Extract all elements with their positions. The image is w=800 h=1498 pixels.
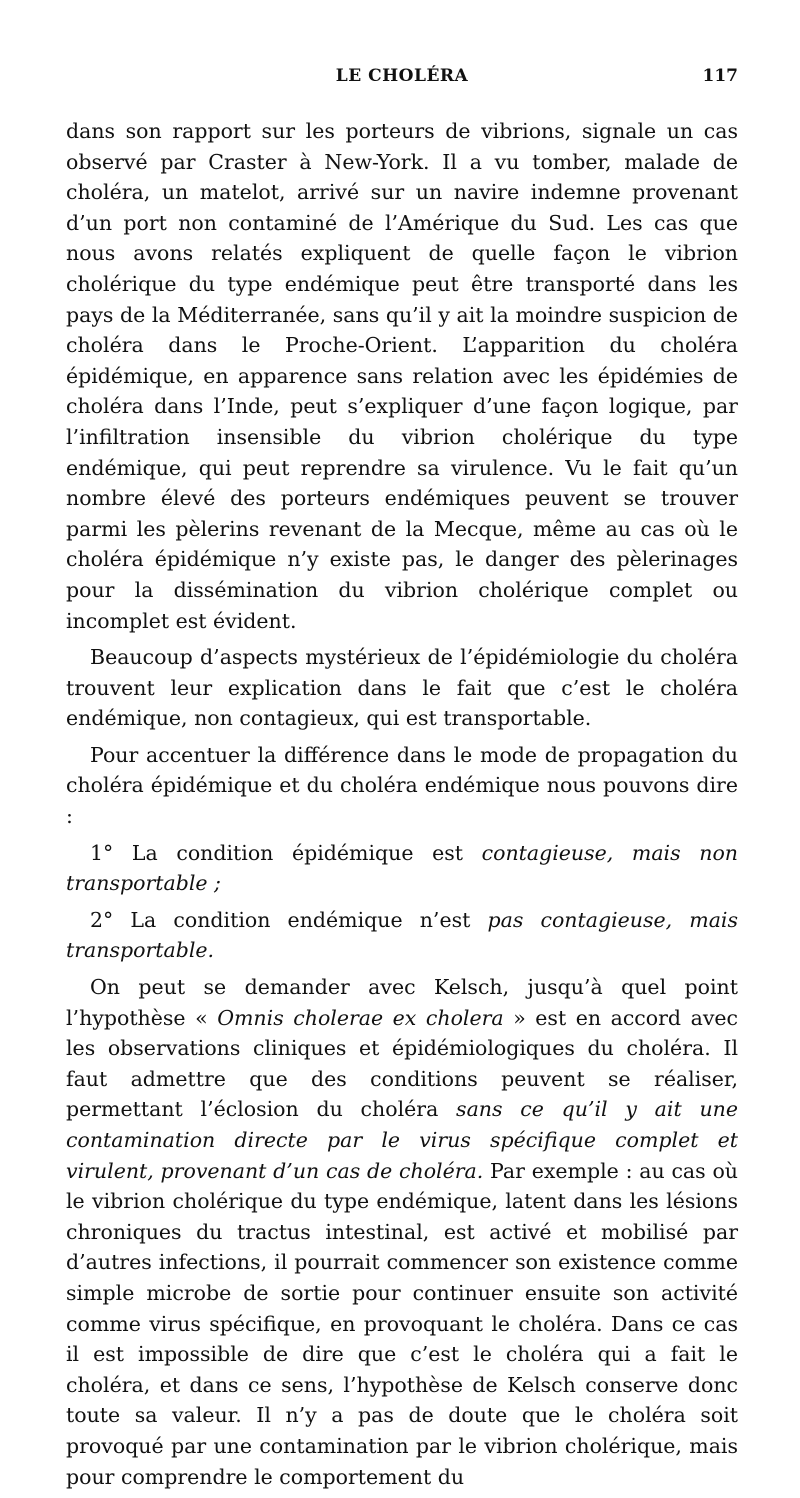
running-head bbox=[66, 66, 738, 100]
text-segment: Beaucoup d’aspects mystérieux de l’épidémiologie du choléra trouvent leur explication dans le fait que c’est le choléra endémique, non contagieux, qui est transportable. bbox=[66, 645, 738, 731]
text-segment: On peut se demander avec Kelsch, jusqu’à quel point l’hypothèse « bbox=[66, 975, 738, 1030]
text-segment: Pour accentuer la différence dans le mode de propagation du choléra épidémique et du choléra endémique nous pouvons dire : bbox=[66, 742, 738, 829]
paragraph-aspects bbox=[66, 642, 738, 734]
paragraph-porteurs bbox=[66, 116, 738, 636]
italic-segment: contagieuse, mais non transportable ; bbox=[66, 840, 738, 896]
text-segment: 2° La condition endémique n’est bbox=[90, 907, 488, 932]
running-title: LE CHOLÉRA bbox=[335, 66, 469, 86]
page-number: 117 bbox=[702, 66, 738, 86]
italic-segment: Omnis cholerae ex cholera bbox=[217, 1005, 504, 1030]
paragraph-propagation bbox=[66, 740, 738, 832]
text-segment: » est en accord avec les observations cliniques et épidémiologiques du choléra. Il faut admettre que des conditions peuvent se réaliser, permettant l’éclosion du choléra bbox=[66, 1005, 739, 1122]
italic-segment: pas contagieuse, mais transportable. bbox=[66, 907, 738, 963]
paragraph-kelsch bbox=[66, 972, 738, 1492]
text-segment: 1° La condition épidémique est bbox=[90, 840, 482, 865]
italic-segment: sans ce qu’il y ait une contamination directe par le virus spécifique complet et virulent, provenant d’un cas de choléra. bbox=[66, 1097, 738, 1183]
text-segment: Par exemple : au cas où le vibrion cholérique du type endémique, latent dans les lésions chroniques du tractus intestinal, est activé et mobilisé par d’autres infections, il pourrait commencer son existence comme simple microbe de sortie pour continuer ensuite son activité comme virus spécifique, en provoquant le choléra. Dans ce cas il est impossible de dire que c’est le choléra qui a fait le choléra, et dans ce sens, l’hypothèse de Kelsch conserve donc toute sa valeur. Il n’y a pas de doute que le choléra soit provoqué par une contamination par le vibrion cholérique, mais pour comprendre le comportement du bbox=[66, 1158, 738, 1489]
text-segment: dans son rapport sur les porteurs de vibrions, signale un cas observé par Craster à New-York. Il a vu tomber, malade de choléra, un matelot, arrivé sur un navire indemne provenant d’un port non contaminé de l’Amérique du Sud. Les cas que nous avons relatés expliquent de quelle façon le vibrion cholérique du type endémique peut être transporté dans les pays de la Méditerranée, sans qu’il y ait la moindre suspicion de choléra dans le Proche-Orient. L’apparition du choléra épidémique, en apparence sans relation avec les épidémies de choléra dans l’Inde, peut s’expliquer d’une façon logique, par l’infiltration insensible du vibrion cholérique du type endémique, qui peut reprendre sa virulence. Vu le fait qu’un nombre élevé des porteurs endémiques peuvent se trouver parmi les pèlerins revenant de la Mecque, même au cas où le choléra épidémique n’y existe pas, le danger des pèlerinages pour la dissémination du vibrion cholérique complet ou incomplet est évident. bbox=[66, 119, 738, 633]
body-text bbox=[66, 116, 738, 1492]
list-item-endemic bbox=[66, 905, 738, 966]
book-page bbox=[66, 66, 738, 1498]
list-item-epidemic bbox=[66, 838, 738, 899]
